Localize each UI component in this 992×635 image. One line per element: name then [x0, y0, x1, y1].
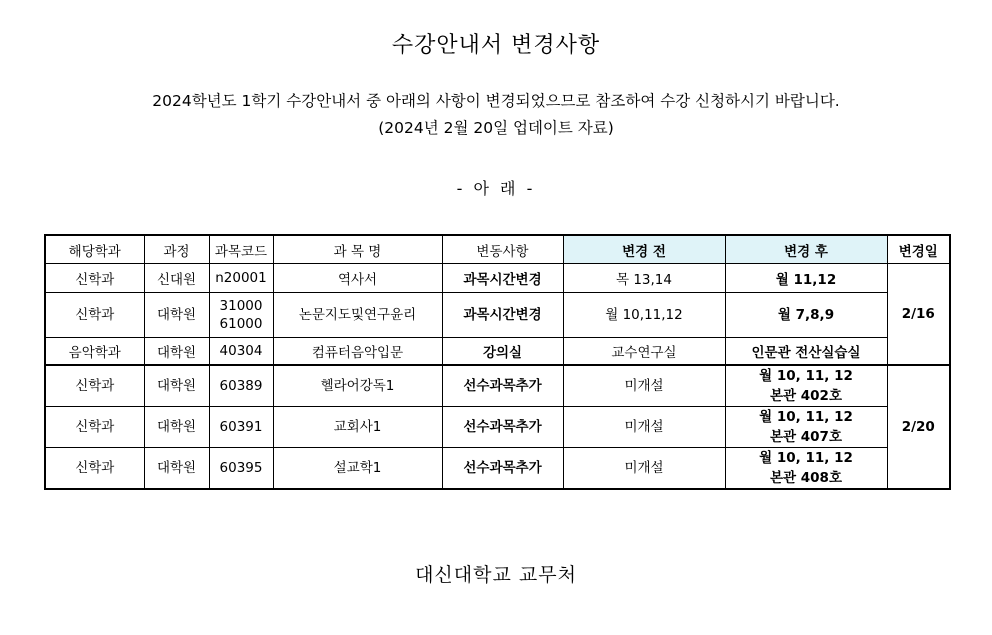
arae-heading: - 아 래 -	[456, 179, 536, 198]
header-dept: 해당학과	[45, 235, 144, 264]
cell-change: 선수과목추가	[442, 448, 563, 490]
cell-code: 60391	[209, 407, 273, 448]
code-line-1: 31000	[219, 298, 263, 314]
header-after: 변경 후	[725, 235, 887, 264]
cell-before: 목 13,14	[563, 264, 725, 293]
intro-line-2: (2024년 2월 20일 업데이트 자료)	[378, 119, 614, 137]
cell-change: 과목시간변경	[442, 293, 563, 338]
after-line-2: 본관 408호	[769, 470, 842, 486]
intro-line-1: 2024학년도 1학기 수강안내서 중 아래의 사항이 변경되었으므로 참조하여 수강 신청하시기 바랍니다.	[152, 92, 840, 110]
header-change: 변동사항	[442, 235, 563, 264]
header-code: 과목코드	[209, 235, 273, 264]
table-header-row	[45, 235, 950, 264]
table-row	[45, 338, 950, 366]
cell-code: 60395	[209, 448, 273, 490]
cell-course: 신대원	[144, 264, 209, 293]
cell-before: 교수연구실	[563, 338, 725, 366]
changes-table	[44, 234, 951, 490]
cell-course: 대학원	[144, 365, 209, 407]
after-line-2: 본관 407호	[769, 429, 842, 445]
after-line-2: 본관 402호	[769, 388, 842, 404]
cell-subject: 헬라어강독1	[273, 365, 442, 407]
after-line-1: 월 10, 11, 12	[759, 409, 853, 425]
cell-course: 대학원	[144, 448, 209, 490]
cell-change: 선수과목추가	[442, 365, 563, 407]
intro-text	[0, 88, 992, 142]
cell-code: 60389	[209, 365, 273, 407]
cell-after	[725, 365, 887, 407]
cell-subject: 교회사1	[273, 407, 442, 448]
after-line-1: 월 10, 11, 12	[759, 368, 853, 384]
cell-after	[725, 448, 887, 490]
cell-change: 강의실	[442, 338, 563, 366]
cell-before: 미개설	[563, 407, 725, 448]
cell-subject: 컴퓨터음악입문	[273, 338, 442, 366]
document-title: 수강안내서 변경사항	[391, 33, 601, 58]
table-row	[45, 407, 950, 448]
cell-course: 대학원	[144, 338, 209, 366]
cell-before: 미개설	[563, 365, 725, 407]
cell-date: 2/20	[887, 365, 950, 489]
cell-dept: 음악학과	[45, 338, 144, 366]
cell-subject: 역사서	[273, 264, 442, 293]
cell-code: 40304	[209, 338, 273, 366]
header-subject: 과 목 명	[273, 235, 442, 264]
cell-change: 선수과목추가	[442, 407, 563, 448]
table-row	[45, 293, 950, 338]
cell-course: 대학원	[144, 293, 209, 338]
cell-dept: 신학과	[45, 365, 144, 407]
cell-dept: 신학과	[45, 293, 144, 338]
code-line-2: 61000	[219, 316, 263, 332]
cell-dept: 신학과	[45, 407, 144, 448]
cell-after: 월 11,12	[725, 264, 887, 293]
header-course: 과정	[144, 235, 209, 264]
cell-subject: 논문지도및연구윤리	[273, 293, 442, 338]
cell-after: 월 7,8,9	[725, 293, 887, 338]
cell-before: 월 10,11,12	[563, 293, 725, 338]
cell-dept: 신학과	[45, 448, 144, 490]
footer-issuer: 대신대학교 교무처	[415, 564, 577, 586]
cell-change: 과목시간변경	[442, 264, 563, 293]
cell-before: 미개설	[563, 448, 725, 490]
after-line-1: 월 10, 11, 12	[759, 450, 853, 466]
header-before: 변경 전	[563, 235, 725, 264]
table-row	[45, 264, 950, 293]
table-row	[45, 448, 950, 490]
table-row	[45, 365, 950, 407]
cell-date: 2/16	[887, 264, 950, 366]
header-date: 변경일	[887, 235, 950, 264]
cell-code: n20001	[209, 264, 273, 293]
cell-subject: 설교학1	[273, 448, 442, 490]
cell-after: 인문관 전산실습실	[725, 338, 887, 366]
cell-course: 대학원	[144, 407, 209, 448]
cell-dept: 신학과	[45, 264, 144, 293]
cell-code	[209, 293, 273, 338]
cell-after	[725, 407, 887, 448]
